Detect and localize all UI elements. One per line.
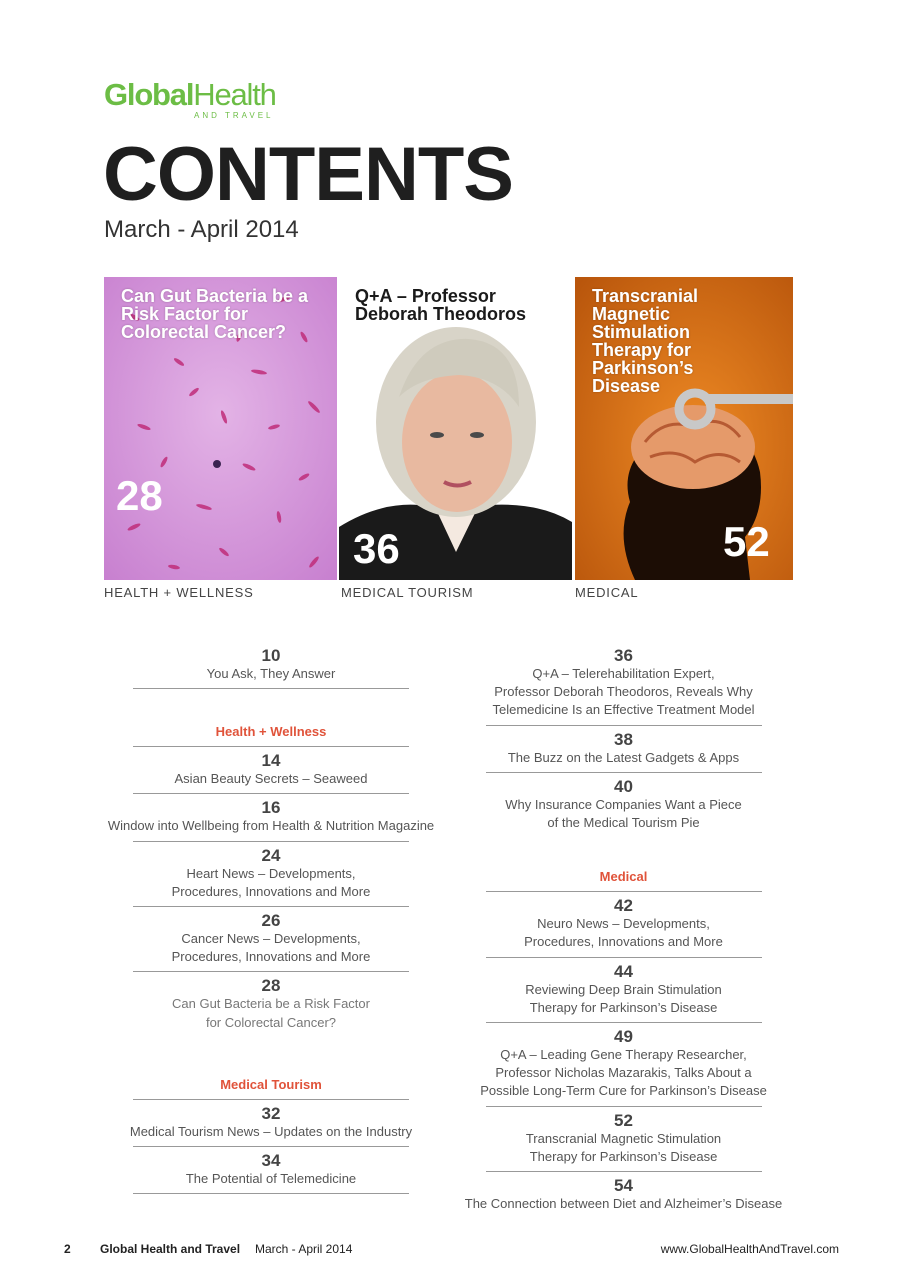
toc-entry[interactable] bbox=[103, 976, 439, 1031]
toc-entry[interactable] bbox=[455, 1176, 792, 1213]
category-label: HEALTH + WELLNESS bbox=[104, 585, 254, 600]
toc-title: Q+A – Leading Gene Therapy Researcher, Professor Nicholas Mazarakis, Talks About a Possible Long-Term Cure for Parkinson’s Disease bbox=[480, 1047, 767, 1099]
feature-title: Can Gut Bacteria be a Risk Factor for Colorectal Cancer? bbox=[121, 286, 309, 342]
feature-card-professor-qa[interactable] bbox=[339, 277, 572, 580]
feature-title: Transcranial Magnetic Stimulation Therapy for Parkinson’s Disease bbox=[592, 286, 699, 396]
toc-page-number: 10 bbox=[261, 646, 281, 665]
page-title: CONTENTS bbox=[103, 132, 513, 217]
footer-url-link[interactable]: www.GlobalHealthAndTravel.com bbox=[660, 1242, 839, 1256]
toc-page-number: 42 bbox=[614, 896, 633, 916]
logo-wordmark bbox=[104, 78, 276, 112]
toc-page-number: 26 bbox=[261, 911, 281, 931]
divider bbox=[133, 841, 409, 842]
toc-entry[interactable] bbox=[455, 777, 792, 832]
feature-title: Q+A – Professor Deborah Theodoros bbox=[355, 286, 527, 324]
toc-page-number: 44 bbox=[614, 961, 633, 981]
page-footer bbox=[64, 1242, 839, 1258]
toc-entry[interactable] bbox=[103, 1104, 439, 1141]
toc-title: Cancer News – Developments, Procedures, Innovations and More bbox=[171, 931, 371, 965]
toc-title: Medical Tourism News – Updates on the Industry bbox=[129, 1123, 413, 1139]
divider bbox=[133, 793, 409, 794]
logo-global: Global bbox=[104, 77, 194, 112]
toc-entry[interactable] bbox=[455, 646, 792, 720]
logo-health: Health bbox=[193, 77, 276, 112]
issue-date: March - April 2014 bbox=[104, 216, 299, 243]
divider bbox=[486, 1171, 762, 1172]
section-heading-medical: Medical bbox=[599, 869, 648, 885]
feature-card-transcranial[interactable] bbox=[575, 277, 793, 580]
divider bbox=[133, 688, 409, 689]
toc-entry[interactable] bbox=[455, 1111, 792, 1166]
toc-entry[interactable] bbox=[103, 798, 439, 835]
toc-page-number: 40 bbox=[614, 776, 633, 796]
toc-entry[interactable] bbox=[455, 962, 792, 1017]
toc-entry[interactable] bbox=[455, 1027, 792, 1101]
toc-title: The Buzz on the Latest Gadgets & Apps bbox=[507, 749, 740, 765]
divider bbox=[486, 772, 762, 773]
feature-page-number: 52 bbox=[723, 518, 770, 565]
toc-title: The Connection between Diet and Alzheimer’s Disease bbox=[464, 1196, 783, 1212]
logo bbox=[104, 77, 276, 120]
divider bbox=[133, 971, 409, 972]
toc-page-number: 14 bbox=[261, 751, 281, 771]
toc-entry[interactable] bbox=[455, 896, 792, 951]
toc-entry[interactable] bbox=[103, 646, 439, 683]
divider bbox=[133, 1099, 409, 1100]
toc-title: Heart News – Developments, Procedures, Innovations and More bbox=[171, 865, 371, 899]
divider bbox=[133, 1146, 409, 1147]
divider bbox=[133, 746, 409, 747]
toc-page-number: 16 bbox=[261, 798, 281, 818]
toc-left-column bbox=[103, 646, 439, 1198]
category-label: MEDICAL bbox=[575, 585, 639, 600]
divider bbox=[486, 891, 762, 892]
divider bbox=[486, 1022, 762, 1023]
footer-page-number: 2 bbox=[64, 1242, 71, 1256]
toc-title: Window into Wellbeing from Health & Nutrition Magazine bbox=[107, 818, 435, 834]
section-heading-tourism: Medical Tourism bbox=[220, 1076, 322, 1092]
feature-page-number: 36 bbox=[353, 525, 400, 572]
toc-page-number: 34 bbox=[261, 1151, 281, 1171]
footer-publication: Global Health and Travel bbox=[100, 1242, 241, 1256]
toc-entry[interactable] bbox=[455, 730, 792, 767]
toc-title: Transcranial Magnetic Stimulation Therapy for Parkinson’s Disease bbox=[525, 1130, 722, 1164]
toc-page-number: 32 bbox=[261, 1103, 281, 1123]
toc-page-number: 52 bbox=[614, 1110, 633, 1130]
toc-page-number: 54 bbox=[614, 1176, 633, 1196]
divider bbox=[486, 725, 762, 726]
divider bbox=[486, 1106, 762, 1107]
divider bbox=[486, 957, 762, 958]
toc-title: Neuro News – Developments, Procedures, Innovations and More bbox=[524, 916, 723, 950]
toc-title: Reviewing Deep Brain Stimulation Therapy for Parkinson’s Disease bbox=[525, 981, 722, 1015]
toc-entry[interactable] bbox=[103, 846, 439, 901]
divider bbox=[133, 1193, 409, 1194]
logo-subtitle: AND TRAVEL bbox=[194, 111, 274, 120]
toc-page-number: 28 bbox=[261, 976, 281, 996]
toc-title: Can Gut Bacteria be a Risk Factor for Colorectal Cancer? bbox=[172, 996, 370, 1030]
feature-card-gut-bacteria[interactable] bbox=[104, 277, 337, 580]
divider bbox=[133, 906, 409, 907]
toc-page-number: 49 bbox=[614, 1027, 633, 1047]
toc-page-number: 38 bbox=[614, 729, 633, 749]
toc-page-number: 36 bbox=[614, 646, 633, 665]
toc-page-number: 24 bbox=[261, 845, 281, 865]
toc-title: Why Insurance Companies Want a Piece of the Medical Tourism Pie bbox=[505, 796, 742, 831]
section-heading-health: Health + Wellness bbox=[215, 724, 327, 740]
toc-entry[interactable] bbox=[103, 911, 439, 966]
toc-title: Asian Beauty Secrets – Seaweed bbox=[174, 771, 368, 787]
toc-entry[interactable] bbox=[103, 751, 439, 788]
toc-entry[interactable] bbox=[103, 1151, 439, 1188]
toc-title: The Potential of Telemedicine bbox=[185, 1171, 357, 1187]
feature-page-number: 28 bbox=[116, 472, 163, 519]
footer-date: March - April 2014 bbox=[255, 1242, 353, 1256]
toc-right-column bbox=[455, 646, 792, 1213]
toc-title: You Ask, They Answer bbox=[206, 666, 336, 681]
category-label: MEDICAL TOURISM bbox=[341, 585, 474, 600]
toc-title: Q+A – Telerehabilitation Expert, Professor Deborah Theodoros, Reveals Why Telemedicine Is an Effective Treatment Model bbox=[492, 666, 755, 718]
